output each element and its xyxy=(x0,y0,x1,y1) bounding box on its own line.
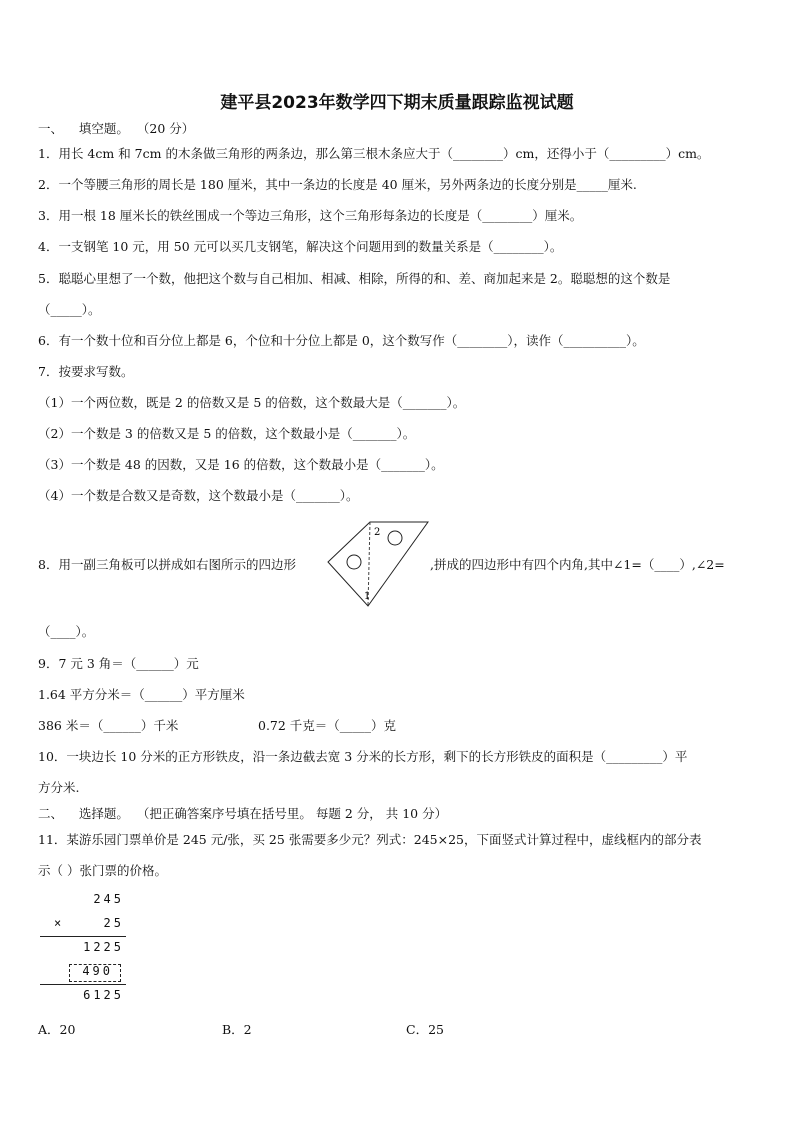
question-6: 6．有一个数十位和百分位上都是 6，个位和十分位上都是 0，这个数写作（________），读作（__________）。 xyxy=(38,333,645,348)
question-10-line1: 10．一块边长 10 分米的正方形铁皮，沿一条边截去宽 3 分米的长方形，剩下的长方形铁皮的面积是（_________）平 xyxy=(38,749,688,764)
arith-row-1225: 1225 xyxy=(83,940,124,954)
question-9-3b: 0.72 千克＝（_____）克 xyxy=(258,718,397,733)
arith-row-25: 25 xyxy=(103,916,124,930)
section-header-fill-blank xyxy=(38,120,194,138)
question-4: 4．一支钢笔 10 元，用 50 元可以买几支钢笔，解决这个问题用到的数量关系是（________）。 xyxy=(38,239,563,254)
question-1: 1．用长 4cm 和 7cm 的木条做三角形的两条边，那么第三根木条应大于（________）cm，还得小于（_________）cm。 xyxy=(38,146,710,161)
question-8-left: 8．用一副三角板可以拼成如右图所示的四边形 xyxy=(38,557,296,572)
question-5-line1: 5．聪聪心里想了一个数，他把这个数与自己相加、相减、相除，所得的和、差、商加起来是 2。聪聪想的这个数是 xyxy=(38,271,671,286)
section-name: 选择题。 xyxy=(78,806,129,821)
choice-b: B．2 xyxy=(222,1022,252,1037)
section-number: 一、 xyxy=(38,121,64,136)
section-points: （20 分） xyxy=(136,121,195,136)
choice-c: C．25 xyxy=(406,1022,444,1037)
arith-rule-1 xyxy=(40,936,126,937)
arith-row-490: 490 xyxy=(82,964,113,978)
question-7-4: （4）一个数是合数又是奇数，这个数最小是（_______）。 xyxy=(38,488,359,503)
hole-left xyxy=(347,555,361,569)
quadrilateral-figure xyxy=(326,520,432,608)
question-7-2: （2）一个数是 3 的倍数又是 5 的倍数，这个数最小是（_______）。 xyxy=(38,426,416,441)
question-11-line1: 11．某游乐园门票单价是 245 元/张，买 25 张需要多少元？列式：245×25，下面竖式计算过程中，虚线框内的部分表 xyxy=(38,832,702,847)
question-9-3a: 386 米＝（______）千米 xyxy=(38,718,179,733)
arith-rule-2 xyxy=(40,984,126,985)
section-number: 二、 xyxy=(38,806,64,821)
question-8-cont: （____）。 xyxy=(38,624,95,639)
section-name: 填空题。 xyxy=(78,121,129,136)
angle-1-label: 1 xyxy=(364,591,371,602)
question-9-2: 1.64 平方分米＝（______）平方厘米 xyxy=(38,687,245,702)
question-7-3: （3）一个数是 48 的因数，又是 16 的倍数，这个数最小是（_______）。 xyxy=(38,457,444,472)
question-9-1: 9．7 元 3 角＝（______）元 xyxy=(38,656,199,671)
angle-2-label: 2 xyxy=(374,527,381,538)
multiply-sign: × xyxy=(54,916,62,930)
question-8-right: ,拼成的四边形中有四个内角,其中∠1=（____）,∠2= xyxy=(430,557,725,572)
question-5-line2: （_____）。 xyxy=(38,302,101,317)
question-7-1: （1）一个两位数，既是 2 的倍数又是 5 的倍数，这个数最大是（_______）。 xyxy=(38,395,466,410)
question-10-line2: 方分米. xyxy=(38,780,80,795)
section-header-choice xyxy=(38,805,447,823)
question-7: 7．按要求写数。 xyxy=(38,364,134,379)
question-11-line2: 示（ ）张门票的价格。 xyxy=(38,863,167,878)
arith-row-6125: 6125 xyxy=(83,988,124,1002)
section-note: （把正确答案序号填在括号里。 每题 2 分， 共 10 分） xyxy=(136,806,448,821)
question-2: 2．一个等腰三角形的周长是 180 厘米，其中一条边的长度是 40 厘米，另外两条边的长度分别是_____厘米. xyxy=(38,177,637,192)
page-title: 建平县2023年数学四下期末质量跟踪监视试题 xyxy=(220,93,574,113)
choice-a: A．20 xyxy=(38,1022,76,1037)
question-3: 3．用一根 18 厘米长的铁丝围成一个等边三角形，这个三角形每条边的长度是（________）厘米。 xyxy=(38,208,583,223)
hole-right xyxy=(388,531,402,545)
vertical-multiplication xyxy=(40,892,130,1002)
arith-row-245: 245 xyxy=(93,892,124,906)
